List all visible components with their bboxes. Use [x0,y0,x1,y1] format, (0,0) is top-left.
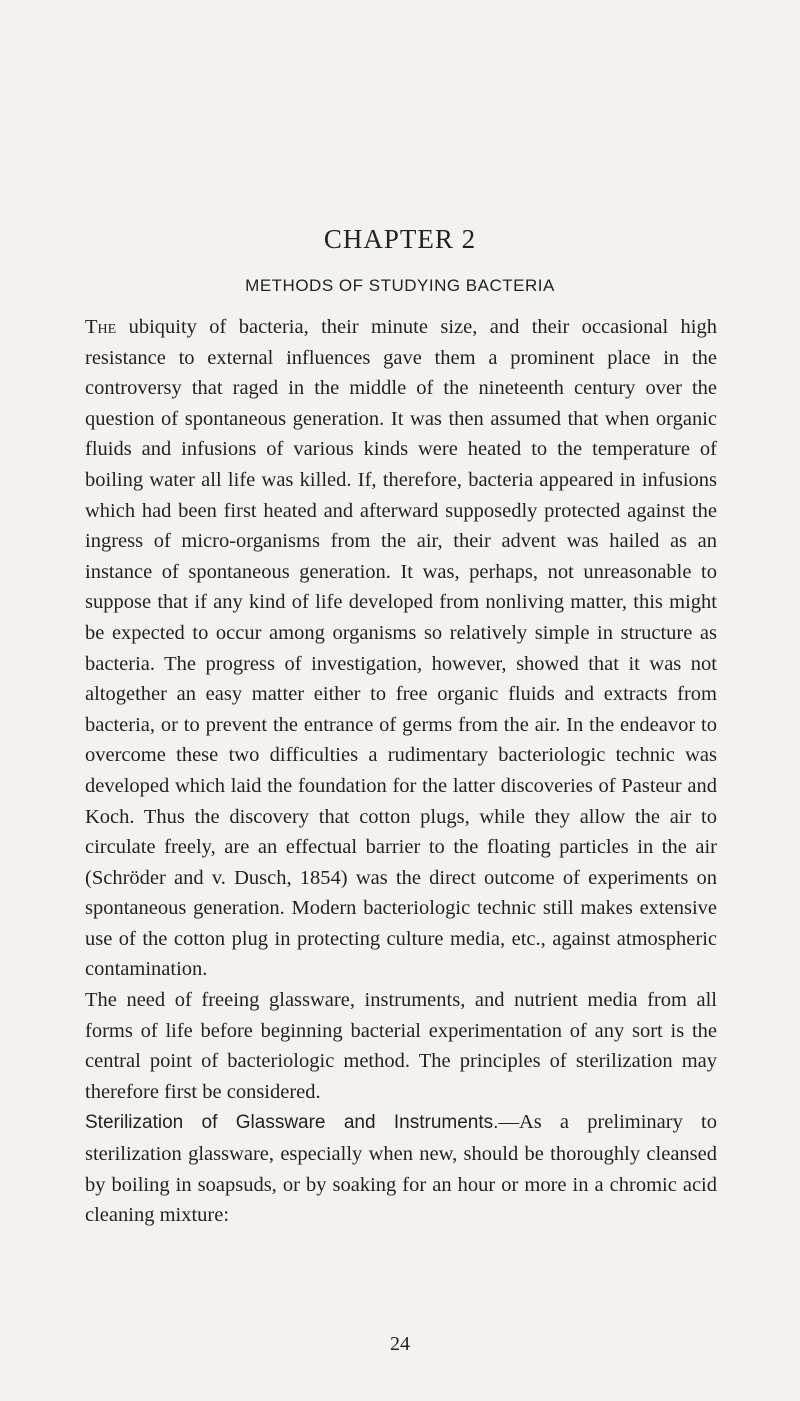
chapter-heading: CHAPTER 2 [323,224,477,254]
paragraph-sterilization-need [85,985,717,1107]
paragraph-intro [85,312,717,985]
paragraph-lead-word: The [85,316,117,338]
paragraph-text: ubiquity of bacteria, their minute size, and their occasional high resistance to external influences gave them a prominent place in the controversy that raged in the middle of the nineteenth century over the question of spontaneous generation. It was then assumed that when organic fluids and infusions of various kinds were heated to the temperature of boiling water all life was killed. If, therefore, bacteria appeared in infusions which had been first heated and afterward supposedly protected against the ingress of micro-organisms from the air, their advent was hailed as an instance of spontaneous generation. It was, perhaps, not unreasonable to suppose that if any kind of life developed from nonliving matter, this might be expected to occur among organisms so relatively simple in structure as bacteria. The progress of investigation, however, showed that it was not altogether an easy matter either to free organic fluids and extracts from bacteria, or to prevent the entrance of germs from the air. In the endeavor to overcome these two difficulties a rudimentary bacteriologic technic was developed which laid the foundation for the latter discoveries of Pasteur and Koch. Thus the discovery that cotton plugs, while they allow the air to circulate freely, are an effectual barrier to the floating particles in the air (Schröder and v. Dusch, 1854) was the direct outcome of experiments on spontaneous generation. Modern bacteriologic technic still makes extensive use of the cotton plug in protecting culture media, etc., against atmospheric contamination. [85,316,717,981]
paragraph-text: The need of freeing glassware, instruments, and nutrient media from all forms of life before beginning bacterial experimentation of any sort is the central point of bacteriologic method. The principles of sterilization may therefore first be considered. [85,989,717,1103]
chapter-title: METHODS OF STUDYING BACTERIA [245,276,555,295]
page-number: 24 [390,1333,410,1355]
paragraph-text: —As a preliminary to sterilization glassware, especially when new, should be thoroughly cleansed by boiling in soapsuds, or by soaking for an hour or more in a chromic acid cleaning mixture: [85,1111,717,1227]
paragraph-glassware [85,1107,717,1230]
run-in-heading: Sterilization of Glassware and Instruments. [85,1112,499,1134]
body-text [85,312,717,1231]
